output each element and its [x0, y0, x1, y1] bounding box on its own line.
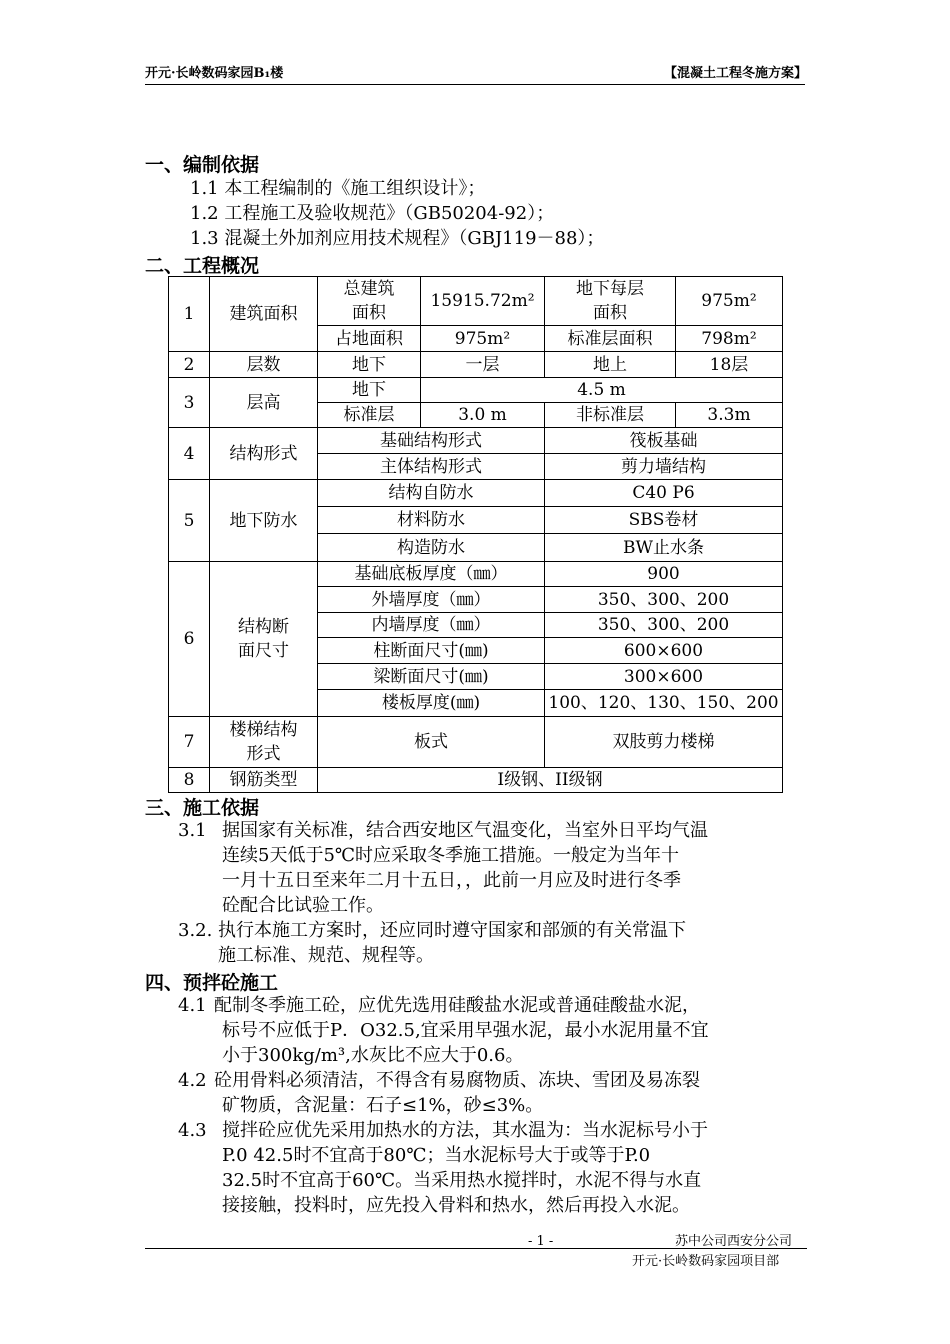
- table-cell: 非标准层: [545, 403, 676, 428]
- table-cell-no: 4: [169, 428, 210, 480]
- table-cell-no: 3: [169, 378, 210, 428]
- item-text: [214, 993, 812, 1068]
- table-cell-item: 结构形式: [210, 428, 318, 480]
- table-cell: 350、300、200: [545, 613, 783, 638]
- table-cell: 梁断面尺寸(㎜): [318, 664, 545, 690]
- section-1-title: 一、编制依据: [145, 154, 260, 176]
- item-text: [214, 1068, 812, 1118]
- item-number: 4.1: [178, 995, 207, 1016]
- section-3-title: 三、施工依据: [145, 797, 260, 819]
- table-cell-item: 结构断面尺寸: [210, 562, 318, 717]
- table-cell: 占地面积: [318, 326, 421, 352]
- footer-company: 苏中公司西安分公司: [675, 1234, 793, 1249]
- table-cell: 15915.72m²: [421, 277, 545, 326]
- table-cell-no: 2: [169, 352, 210, 378]
- table-cell: 975m²: [676, 277, 783, 326]
- table-cell: 结构自防水: [318, 480, 545, 507]
- text-line: 连续5天低于5℃时应采取冬季施工措施。一般定为当年十: [222, 845, 680, 866]
- item-text: [222, 1118, 812, 1218]
- footer-rule: [145, 1248, 807, 1249]
- project-overview-table: [168, 276, 783, 793]
- text-line: 砼用骨料必须清洁，不得含有易腐物质、冻块、雪团及易冻裂: [214, 1070, 700, 1091]
- table-row: [169, 717, 783, 768]
- header-rule: [145, 84, 805, 85]
- table-row: [169, 428, 783, 454]
- table-cell: 4.5 m: [421, 378, 783, 403]
- section-1-item: 1.3 混凝土外加剂应用技术规程》（GBJ119－88）；: [190, 228, 605, 249]
- table-cell: 柱断面尺寸(㎜): [318, 638, 545, 664]
- section-1-item: 1.2 工程施工及验收规范》（GB50204-92）；: [190, 203, 555, 224]
- text-line: 矿物质，含泥量：石子≤1%，砂≤3%。: [222, 1095, 544, 1116]
- section-1-item: 1.1 本工程编制的《施工组织设计》；: [190, 178, 486, 199]
- table-cell: 内墙厚度（㎜）: [318, 613, 545, 638]
- table-cell: 标准层面积: [545, 326, 676, 352]
- table-cell-item: 建筑面积: [210, 277, 318, 352]
- table-cell: 798m²: [676, 326, 783, 352]
- table-cell: 筏板基础: [545, 428, 783, 454]
- table-cell: 3.0 m: [421, 403, 545, 428]
- text-line: 搅拌砼应优先采用加热水的方法，其水温为：当水泥标号小于: [222, 1120, 708, 1141]
- table-cell: 双肢剪力楼梯: [545, 717, 783, 768]
- table-cell: 地下: [318, 352, 421, 378]
- table-cell-item: 地下防水: [210, 480, 318, 562]
- table-cell: 600×600: [545, 638, 783, 664]
- table-cell: SBS卷材: [545, 507, 783, 534]
- table-cell: 3.3m: [676, 403, 783, 428]
- table-cell: 构造防水: [318, 534, 545, 562]
- text-line: 接接触，投料时，应先投入骨料和热水，然后再投入水泥。: [222, 1195, 690, 1216]
- table-cell: 主体结构形式: [318, 454, 545, 480]
- table-cell: 材料防水: [318, 507, 545, 534]
- table-cell-no: 6: [169, 562, 210, 717]
- table-cell: 总建筑面积: [318, 277, 421, 326]
- table-cell: 975m²: [421, 326, 545, 352]
- table-row: [169, 768, 783, 793]
- table-cell-item: 钢筋类型: [210, 768, 318, 793]
- table-cell: 楼板厚度(㎜): [318, 690, 545, 717]
- section-2-title: 二、工程概况: [145, 255, 260, 277]
- header-document-title: 【混凝土工程冬施方案】: [663, 66, 807, 81]
- text-line: 小于300kg/m³,水灰比不应大于0.6。: [222, 1045, 524, 1066]
- table-cell: 350、300、200: [545, 587, 783, 613]
- footer-department: 开元·长岭数码家园项目部: [632, 1254, 780, 1269]
- item-text: [222, 818, 812, 918]
- table-cell: 地上: [545, 352, 676, 378]
- table-cell: C40 P6: [545, 480, 783, 507]
- table-cell-item: 层数: [210, 352, 318, 378]
- table-cell: 900: [545, 562, 783, 587]
- table-cell: 300×600: [545, 664, 783, 690]
- text-line: 标号不应低于P．O32.5,宜采用早强水泥，最小水泥用量不宜: [222, 1020, 709, 1041]
- table-cell: 18层: [676, 352, 783, 378]
- table-cell-no: 1: [169, 277, 210, 352]
- table-cell: 地下每层面积: [545, 277, 676, 326]
- text-line: P.0 42.5时不宜高于80℃；当水泥标号大于或等于P.0: [222, 1145, 651, 1166]
- table-row: [169, 277, 783, 326]
- item-number: 3.1: [178, 820, 207, 841]
- table-cell-no: 8: [169, 768, 210, 793]
- table-cell-item: 楼梯结构形式: [210, 717, 318, 768]
- text-line: 配制冬季施工砼，应优先选用硅酸盐水泥或普通硅酸盐水泥，: [214, 995, 700, 1016]
- table-cell: 外墙厚度（㎜）: [318, 587, 545, 613]
- table-row: [169, 352, 783, 378]
- table-row: [169, 562, 783, 587]
- table-cell: 基础结构形式: [318, 428, 545, 454]
- header-project-name: 开元·长岭数码家园B₁楼: [145, 66, 284, 81]
- table-cell: 基础底板厚度（㎜）: [318, 562, 545, 587]
- text-line: 砼配合比试验工作。: [222, 895, 384, 916]
- item-number: 4.2: [178, 1070, 207, 1091]
- table-cell: I级钢、II级钢: [318, 768, 783, 793]
- table-cell: BW止水条: [545, 534, 783, 562]
- item-number: 3.2.: [178, 920, 213, 941]
- table-cell: 标准层: [318, 403, 421, 428]
- item-text: [218, 918, 808, 968]
- page-number: - 1 -: [528, 1234, 554, 1249]
- table-row: [169, 480, 783, 507]
- text-line: 执行本施工方案时，还应同时遵守国家和部颁的有关常温下: [218, 920, 686, 941]
- table-cell: 板式: [318, 717, 545, 768]
- table-cell: 地下: [318, 378, 421, 403]
- table-cell: 100、120、130、150、200: [545, 690, 783, 717]
- table-cell-no: 5: [169, 480, 210, 562]
- table-cell: 剪力墙结构: [545, 454, 783, 480]
- section-4-title: 四、预拌砼施工: [145, 972, 279, 994]
- table-cell: 一层: [421, 352, 545, 378]
- table-cell-item: 层高: [210, 378, 318, 428]
- table-cell-no: 7: [169, 717, 210, 768]
- table-row: [169, 378, 783, 403]
- text-line: 32.5时不宜高于60℃。当采用热水搅拌时，水泥不得与水直: [222, 1170, 702, 1191]
- text-line: 一月十五日至来年二月十五日，，此前一月应及时进行冬季: [222, 870, 681, 891]
- item-number: 4.3: [178, 1120, 207, 1141]
- text-line: 施工标准、规范、规程等。: [218, 945, 434, 966]
- text-line: 据国家有关标准，结合西安地区气温变化，当室外日平均气温: [222, 820, 708, 841]
